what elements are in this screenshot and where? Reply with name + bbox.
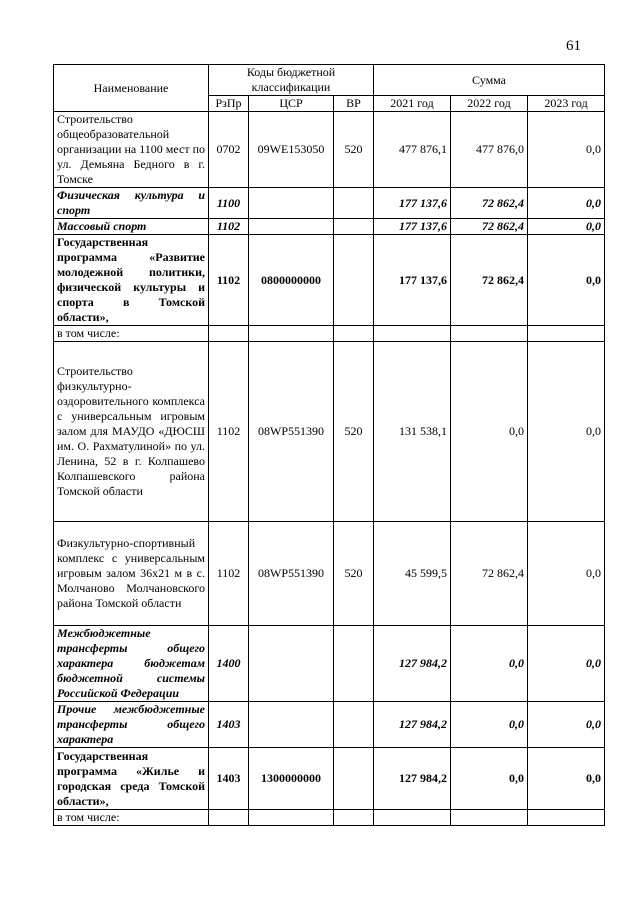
row-2023: 0,0 — [528, 522, 605, 626]
row-2021: 177 137,6 — [374, 235, 451, 326]
table-row — [54, 626, 605, 702]
row-name: в том числе: — [54, 326, 209, 342]
table-row — [54, 748, 605, 810]
row-name: Физическая культура и спорт — [54, 188, 209, 219]
row-vr: 520 — [334, 522, 374, 626]
row-csr — [249, 188, 334, 219]
header-vr: ВР — [334, 96, 374, 112]
row-2021 — [374, 326, 451, 342]
row-2022: 0,0 — [451, 748, 528, 810]
row-name: Межбюджетные трансферты общего характера бюджетам бюджетной системы Российской Федерации — [54, 626, 209, 702]
row-name: Строительство общеобразовательной организации на 1100 мест по ул. Демьяна Бедного в г. Томске — [54, 112, 209, 188]
row-2022: 72 862,4 — [451, 522, 528, 626]
row-rzpr: 1100 — [209, 188, 249, 219]
table-row — [54, 219, 605, 235]
row-vr — [334, 326, 374, 342]
row-2021: 477 876,1 — [374, 112, 451, 188]
row-name: Государственная программа «Развитие молодежной политики, физической культуры и спорта в Томской области», — [54, 235, 209, 326]
row-csr — [249, 626, 334, 702]
row-csr — [249, 810, 334, 826]
row-2021: 127 984,2 — [374, 748, 451, 810]
row-vr — [334, 810, 374, 826]
row-rzpr — [209, 810, 249, 826]
row-rzpr: 1102 — [209, 235, 249, 326]
row-vr — [334, 219, 374, 235]
row-2023: 0,0 — [528, 702, 605, 748]
row-csr: 08WP551390 — [249, 342, 334, 522]
row-2021: 177 137,6 — [374, 188, 451, 219]
table-row — [54, 342, 605, 522]
row-name: Физкультурно-спортивный комплекс с универсальным игровым залом 36х21 м в с. Молчаново Молчановского района Томской области — [54, 522, 209, 626]
row-vr — [334, 235, 374, 326]
row-2021: 127 984,2 — [374, 626, 451, 702]
row-csr — [249, 326, 334, 342]
row-2021: 45 599,5 — [374, 522, 451, 626]
row-2023: 0,0 — [528, 235, 605, 326]
row-vr: 520 — [334, 342, 374, 522]
budget-table — [53, 64, 605, 826]
row-2021: 131 538,1 — [374, 342, 451, 522]
row-2021: 127 984,2 — [374, 702, 451, 748]
row-2023: 0,0 — [528, 219, 605, 235]
row-rzpr: 1400 — [209, 626, 249, 702]
header-name: Наименование — [54, 65, 209, 112]
row-name: Массовый спорт — [54, 219, 209, 235]
row-name: Строительство физкультурно-оздоровительного комплекса с универсальным игровым залом для МАУДО «ДЮСШ им. О. Рахматулиной» по ул. Ленина, 52 в г. Колпашево Колпашевского района Томской области — [54, 342, 209, 522]
row-name: Государственная программа «Жилье и городская среда Томской области», — [54, 748, 209, 810]
row-2023 — [528, 326, 605, 342]
row-rzpr: 1102 — [209, 522, 249, 626]
header-razdel: РзПр — [209, 96, 249, 112]
header-codes-group: Коды бюджетной классификации — [209, 65, 374, 96]
row-2023 — [528, 810, 605, 826]
row-2022: 72 862,4 — [451, 235, 528, 326]
row-2022: 72 862,4 — [451, 219, 528, 235]
row-2021: 177 137,6 — [374, 219, 451, 235]
row-csr — [249, 702, 334, 748]
row-vr — [334, 626, 374, 702]
row-csr: 09WE153050 — [249, 112, 334, 188]
row-rzpr: 1102 — [209, 219, 249, 235]
row-vr — [334, 188, 374, 219]
row-rzpr: 1403 — [209, 748, 249, 810]
row-rzpr: 0702 — [209, 112, 249, 188]
header-csr: ЦСР — [249, 96, 334, 112]
header-2021: 2021 год — [374, 96, 451, 112]
row-2022: 0,0 — [451, 342, 528, 522]
table-row — [54, 326, 605, 342]
table-row — [54, 188, 605, 219]
row-csr — [249, 219, 334, 235]
row-2022: 72 862,4 — [451, 188, 528, 219]
row-csr: 08WP551390 — [249, 522, 334, 626]
row-rzpr: 1102 — [209, 342, 249, 522]
header-2023: 2023 год — [528, 96, 605, 112]
header-2022: 2022 год — [451, 96, 528, 112]
table-row — [54, 112, 605, 188]
row-2022: 0,0 — [451, 626, 528, 702]
row-name: в том числе: — [54, 810, 209, 826]
row-vr — [334, 702, 374, 748]
row-rzpr — [209, 326, 249, 342]
row-2021 — [374, 810, 451, 826]
page-number: 61 — [566, 38, 581, 54]
table-row — [54, 810, 605, 826]
row-2023: 0,0 — [528, 188, 605, 219]
row-2023: 0,0 — [528, 112, 605, 188]
table-row — [54, 235, 605, 326]
row-2022: 0,0 — [451, 702, 528, 748]
row-2022 — [451, 810, 528, 826]
table-row — [54, 522, 605, 626]
row-2023: 0,0 — [528, 342, 605, 522]
header-sum-group: Сумма — [374, 65, 605, 96]
row-2023: 0,0 — [528, 748, 605, 810]
row-vr: 520 — [334, 112, 374, 188]
row-name: Прочие межбюджетные трансферты общего характера — [54, 702, 209, 748]
row-vr — [334, 748, 374, 810]
row-csr: 0800000000 — [249, 235, 334, 326]
row-csr: 1300000000 — [249, 748, 334, 810]
row-2023: 0,0 — [528, 626, 605, 702]
table-row — [54, 702, 605, 748]
row-2022 — [451, 326, 528, 342]
row-rzpr: 1403 — [209, 702, 249, 748]
row-2022: 477 876,0 — [451, 112, 528, 188]
